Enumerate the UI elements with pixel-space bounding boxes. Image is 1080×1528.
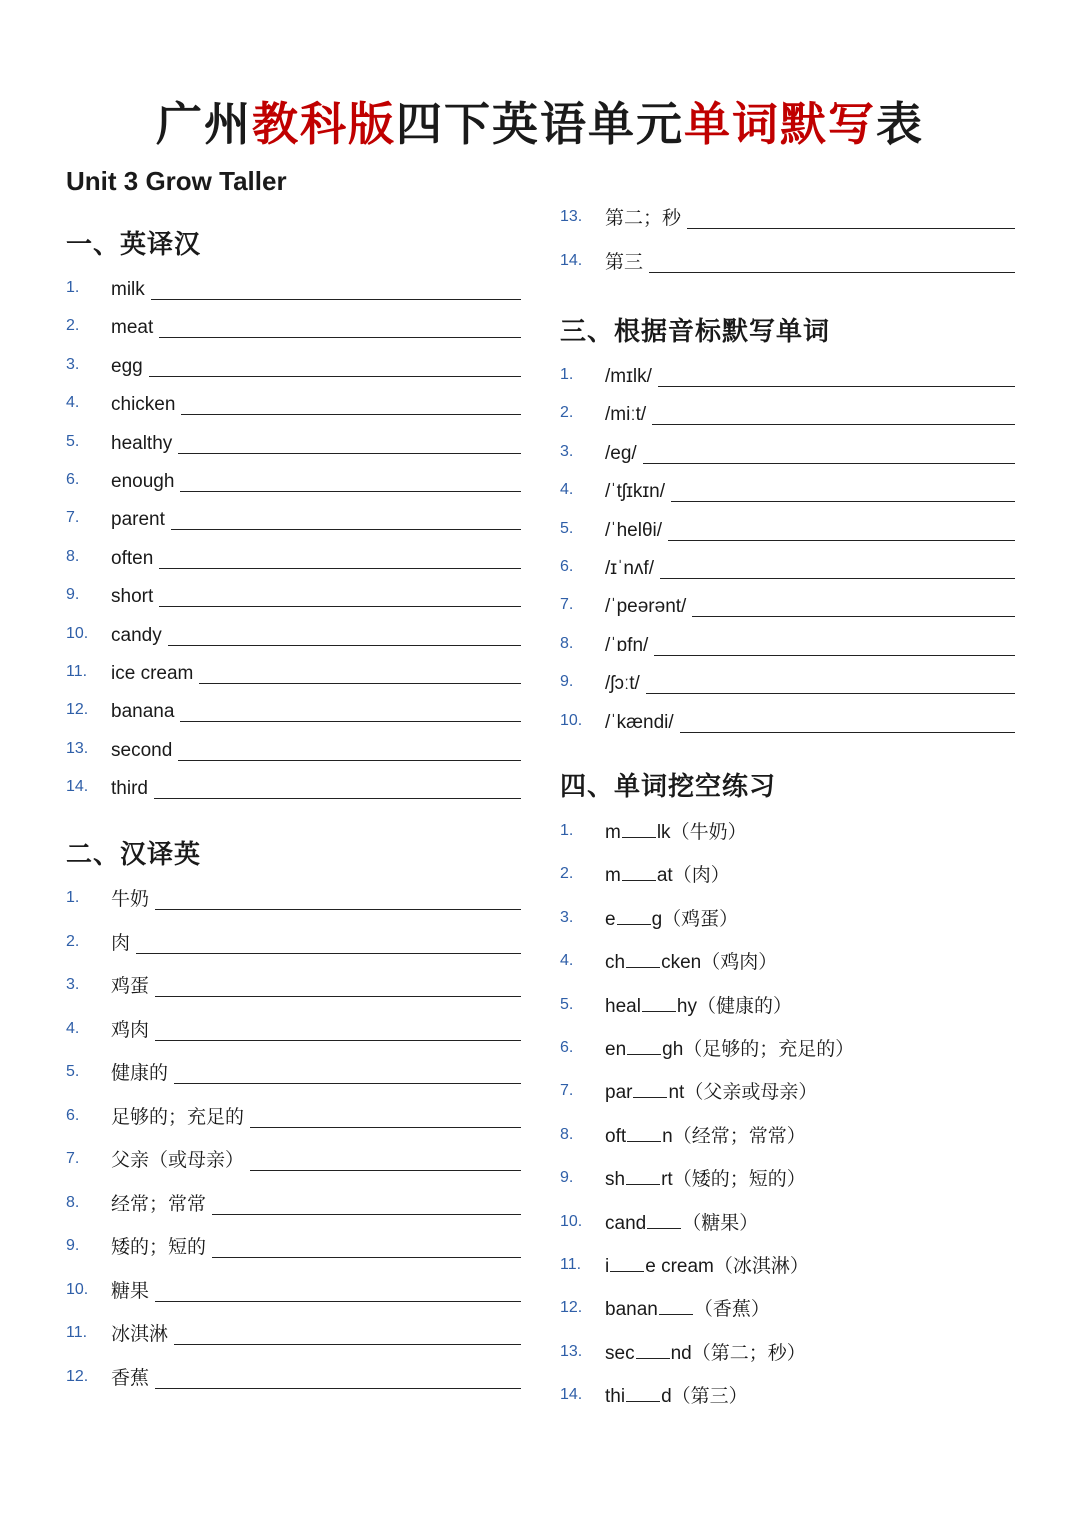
list-item bbox=[66, 973, 521, 1003]
section-heading-cn-to-en: 二、汉译英 bbox=[66, 840, 202, 870]
answer-line[interactable] bbox=[643, 463, 1015, 464]
item-prompt: ice cream bbox=[111, 663, 194, 684]
answer-line[interactable] bbox=[149, 376, 521, 377]
item-prompt: third bbox=[111, 778, 148, 800]
word-suffix: g bbox=[651, 908, 663, 930]
answer-line[interactable] bbox=[652, 424, 1015, 425]
list-item bbox=[560, 1166, 1015, 1196]
item-number: 12. bbox=[66, 1367, 89, 1385]
item-number: 5. bbox=[66, 432, 80, 450]
chinese-hint: （经常；常常） bbox=[672, 1125, 806, 1147]
item-prompt: chicken bbox=[111, 394, 176, 416]
list-item bbox=[66, 660, 521, 690]
answer-line[interactable] bbox=[181, 414, 521, 415]
word-suffix: hy bbox=[676, 995, 697, 1017]
answer-line[interactable] bbox=[154, 798, 521, 799]
item-number: 7. bbox=[560, 596, 574, 614]
item-number: 5. bbox=[66, 1063, 80, 1080]
list-item bbox=[66, 1234, 521, 1264]
list-item bbox=[560, 1123, 1015, 1153]
item-prompt: healthy bbox=[111, 432, 173, 454]
item-prompt: milk bbox=[111, 279, 145, 300]
item-prompt: banana bbox=[111, 701, 175, 723]
item-number: 10. bbox=[66, 624, 89, 642]
item-prompt: /ˈkændi/ bbox=[605, 711, 674, 733]
item-number: 6. bbox=[66, 1106, 80, 1124]
answer-line[interactable] bbox=[151, 299, 521, 300]
list-item bbox=[66, 775, 521, 805]
item-prompt bbox=[605, 993, 792, 1021]
item-number: 9. bbox=[560, 1169, 574, 1187]
list-item bbox=[560, 1253, 1015, 1283]
section-heading-phonetic: 三、根据音标默写单词 bbox=[560, 317, 831, 347]
item-prompt bbox=[605, 1036, 854, 1064]
item-number: 14. bbox=[66, 778, 89, 796]
item-prompt bbox=[605, 1383, 748, 1411]
item-number: 7. bbox=[560, 1082, 574, 1100]
word-suffix: rt bbox=[661, 1169, 673, 1191]
item-prompt: /eg/ bbox=[605, 442, 637, 464]
list-item bbox=[560, 862, 1015, 892]
answer-line[interactable] bbox=[178, 760, 521, 761]
item-number: 7. bbox=[66, 509, 80, 527]
chinese-hint: （肉） bbox=[672, 865, 730, 887]
list-item bbox=[66, 506, 521, 536]
list-item bbox=[66, 1147, 521, 1177]
word-suffix: nt bbox=[668, 1082, 685, 1104]
list-item bbox=[560, 1296, 1015, 1326]
letter-blank[interactable] bbox=[627, 1036, 661, 1055]
item-prompt: /ɪˈnʌf/ bbox=[605, 558, 654, 579]
item-number: 8. bbox=[66, 1193, 80, 1211]
item-prompt: 矮的；短的 bbox=[111, 1237, 207, 1258]
answer-line[interactable] bbox=[159, 337, 521, 338]
chinese-hint: （冰淇淋） bbox=[713, 1256, 809, 1277]
item-number: 3. bbox=[66, 976, 80, 993]
list-item bbox=[560, 401, 1015, 431]
list-item bbox=[560, 440, 1015, 470]
item-number: 7. bbox=[66, 1150, 80, 1167]
list-item bbox=[66, 1278, 521, 1308]
word-suffix: gh bbox=[662, 1039, 684, 1060]
item-number: 5. bbox=[560, 519, 574, 537]
section-heading-en-to-cn: 一、英译汉 bbox=[66, 230, 202, 260]
list-item bbox=[560, 1079, 1015, 1109]
item-prompt bbox=[605, 1253, 809, 1281]
chinese-hint: （父亲或母亲） bbox=[684, 1082, 818, 1104]
answer-line[interactable] bbox=[671, 501, 1015, 502]
item-number: 11. bbox=[66, 663, 88, 680]
list-item bbox=[560, 632, 1015, 662]
title-part-3: 四下英语单元 bbox=[396, 97, 684, 151]
word-suffix: lk bbox=[656, 822, 671, 843]
word-prefix: en bbox=[605, 1039, 627, 1060]
page-title bbox=[0, 88, 1080, 154]
word-prefix: oft bbox=[605, 1125, 627, 1147]
word-prefix: sh bbox=[605, 1169, 626, 1191]
item-number: 2. bbox=[66, 317, 80, 335]
item-number: 8. bbox=[66, 547, 80, 565]
item-prompt bbox=[605, 862, 730, 890]
letter-blank[interactable] bbox=[659, 1296, 693, 1315]
word-suffix: d bbox=[661, 1386, 672, 1408]
item-number: 6. bbox=[560, 1039, 574, 1056]
list-item bbox=[66, 583, 521, 613]
word-prefix: i bbox=[605, 1256, 610, 1277]
item-prompt: /ˈhelθi/ bbox=[605, 519, 663, 541]
answer-line[interactable] bbox=[178, 453, 521, 454]
chinese-hint: （香蕉） bbox=[693, 1299, 770, 1321]
list-item bbox=[560, 1383, 1015, 1413]
chinese-hint: （糖果） bbox=[682, 1212, 759, 1234]
item-number: 14. bbox=[560, 1386, 583, 1404]
item-number: 4. bbox=[560, 952, 574, 970]
item-number: 1. bbox=[560, 366, 574, 383]
answer-line[interactable] bbox=[660, 578, 1015, 579]
list-item bbox=[560, 593, 1015, 623]
item-number: 2. bbox=[66, 932, 80, 950]
item-number: 1. bbox=[66, 279, 80, 296]
item-number: 12. bbox=[66, 701, 89, 719]
item-prompt: meat bbox=[111, 317, 154, 339]
item-number: 1. bbox=[66, 889, 80, 906]
answer-line[interactable] bbox=[250, 1127, 521, 1128]
item-number: 4. bbox=[560, 481, 574, 499]
answer-line[interactable] bbox=[174, 1344, 521, 1345]
answer-line[interactable] bbox=[250, 1170, 521, 1171]
item-prompt bbox=[605, 1296, 770, 1324]
word-prefix: m bbox=[605, 865, 621, 887]
item-prompt: 糖果 bbox=[111, 1280, 150, 1302]
list-item bbox=[560, 906, 1015, 936]
answer-line[interactable] bbox=[136, 953, 521, 954]
word-prefix: banan bbox=[605, 1299, 658, 1321]
item-prompt: /ˈɒfn/ bbox=[605, 634, 649, 656]
item-prompt: 健康的 bbox=[111, 1063, 169, 1084]
item-number: 12. bbox=[560, 1299, 583, 1317]
word-prefix: cand bbox=[605, 1212, 647, 1234]
item-prompt: often bbox=[111, 547, 154, 569]
item-prompt: /miːt/ bbox=[605, 404, 647, 426]
item-number: 3. bbox=[66, 355, 80, 373]
list-item bbox=[560, 205, 1015, 235]
answer-line[interactable] bbox=[654, 655, 1015, 656]
answer-line[interactable] bbox=[687, 228, 1015, 229]
word-prefix: e bbox=[605, 908, 616, 930]
list-item bbox=[560, 1036, 1015, 1066]
list-item bbox=[66, 1365, 521, 1395]
word-suffix: e cream bbox=[645, 1256, 714, 1277]
word-suffix: cken bbox=[661, 952, 702, 974]
letter-blank[interactable] bbox=[626, 1166, 660, 1185]
item-number: 3. bbox=[560, 908, 574, 926]
list-item bbox=[66, 314, 521, 344]
answer-line[interactable] bbox=[159, 568, 521, 569]
word-prefix: heal bbox=[605, 995, 641, 1017]
item-prompt: 冰淇淋 bbox=[111, 1324, 169, 1345]
chinese-hint: （足够的；充足的） bbox=[683, 1039, 855, 1060]
list-item bbox=[560, 517, 1015, 547]
item-number: 10. bbox=[560, 711, 583, 729]
title-part-2: 教科版 bbox=[252, 97, 396, 151]
item-prompt: short bbox=[111, 586, 154, 608]
item-prompt: egg bbox=[111, 355, 143, 377]
list-item bbox=[560, 555, 1015, 585]
item-prompt: 父亲（或母亲） bbox=[111, 1150, 245, 1171]
answer-line[interactable] bbox=[155, 996, 521, 997]
item-prompt: 第二；秒 bbox=[605, 208, 682, 229]
list-item bbox=[66, 1017, 521, 1047]
item-prompt bbox=[605, 1340, 806, 1368]
list-item bbox=[66, 545, 521, 575]
item-number: 10. bbox=[66, 1280, 89, 1298]
chinese-hint: （鸡肉） bbox=[701, 952, 778, 974]
item-number: 4. bbox=[66, 394, 80, 412]
list-item bbox=[66, 430, 521, 460]
item-number: 5. bbox=[560, 995, 574, 1013]
list-item bbox=[66, 353, 521, 383]
item-prompt: second bbox=[111, 739, 173, 761]
letter-blank[interactable] bbox=[627, 1123, 661, 1142]
chinese-hint: （第二；秒） bbox=[691, 1342, 806, 1364]
answer-line[interactable] bbox=[658, 386, 1015, 387]
item-prompt: enough bbox=[111, 471, 175, 492]
list-item bbox=[560, 819, 1015, 849]
word-suffix: nd bbox=[670, 1342, 692, 1364]
list-item bbox=[560, 363, 1015, 393]
item-prompt: parent bbox=[111, 509, 165, 531]
item-number: 9. bbox=[66, 1237, 80, 1254]
item-prompt: /ˈpeərənt/ bbox=[605, 596, 687, 618]
chinese-hint: （鸡蛋） bbox=[662, 908, 739, 930]
title-part-5: 表 bbox=[876, 97, 924, 151]
answer-line[interactable] bbox=[155, 909, 521, 910]
answer-line[interactable] bbox=[155, 1040, 521, 1041]
title-part-1: 广州 bbox=[156, 97, 252, 151]
answer-line[interactable] bbox=[668, 540, 1015, 541]
list-item bbox=[66, 276, 521, 306]
answer-line[interactable] bbox=[212, 1257, 521, 1258]
item-prompt bbox=[605, 1210, 758, 1238]
word-suffix: n bbox=[662, 1125, 673, 1147]
answer-line[interactable] bbox=[180, 721, 521, 722]
item-number: 8. bbox=[560, 1125, 574, 1143]
list-item bbox=[560, 949, 1015, 979]
list-item bbox=[66, 1104, 521, 1134]
item-prompt: 鸡肉 bbox=[111, 1019, 150, 1041]
item-number: 11. bbox=[66, 1324, 88, 1341]
word-prefix: thi bbox=[605, 1386, 626, 1408]
list-item bbox=[66, 886, 521, 916]
item-prompt bbox=[605, 1166, 806, 1194]
list-item bbox=[66, 930, 521, 960]
list-item bbox=[560, 709, 1015, 739]
chinese-hint: （健康的） bbox=[697, 995, 793, 1017]
item-prompt: 香蕉 bbox=[111, 1367, 150, 1389]
item-number: 13. bbox=[66, 739, 89, 757]
list-item bbox=[560, 1340, 1015, 1370]
item-prompt bbox=[605, 1079, 817, 1107]
letter-blank[interactable] bbox=[636, 1340, 670, 1359]
list-item bbox=[560, 1210, 1015, 1240]
word-prefix: ch bbox=[605, 952, 626, 974]
list-item bbox=[66, 468, 521, 498]
item-prompt: /mɪlk/ bbox=[605, 366, 652, 387]
unit-title: Unit 3 Grow Taller bbox=[66, 166, 287, 196]
item-prompt: 第三 bbox=[605, 252, 644, 273]
title-part-4: 单词默写 bbox=[684, 97, 876, 151]
word-prefix: m bbox=[605, 822, 621, 843]
item-prompt: /ʃɔːt/ bbox=[605, 673, 640, 695]
item-prompt bbox=[605, 1123, 806, 1151]
answer-line[interactable] bbox=[199, 683, 521, 684]
item-number: 9. bbox=[560, 673, 574, 691]
list-item bbox=[560, 249, 1015, 279]
item-number: 1. bbox=[560, 822, 574, 839]
item-number: 6. bbox=[560, 558, 574, 575]
list-item bbox=[66, 1191, 521, 1221]
word-prefix: par bbox=[605, 1082, 633, 1104]
item-prompt: 足够的；充足的 bbox=[111, 1106, 245, 1128]
word-prefix: sec bbox=[605, 1342, 635, 1364]
answer-line[interactable] bbox=[646, 693, 1015, 694]
list-item bbox=[560, 478, 1015, 508]
item-prompt bbox=[605, 906, 738, 934]
letter-blank[interactable] bbox=[642, 993, 676, 1012]
letter-blank[interactable] bbox=[617, 906, 651, 925]
word-suffix: at bbox=[656, 865, 673, 887]
list-item bbox=[66, 1321, 521, 1351]
item-number: 14. bbox=[560, 252, 583, 269]
answer-line[interactable] bbox=[692, 616, 1015, 617]
letter-blank[interactable] bbox=[622, 862, 656, 881]
chinese-hint: （第三） bbox=[671, 1386, 748, 1408]
item-prompt: 牛奶 bbox=[111, 889, 150, 910]
chinese-hint: （矮的；短的） bbox=[672, 1169, 806, 1191]
letter-blank[interactable] bbox=[622, 819, 656, 838]
item-prompt bbox=[605, 949, 777, 977]
letter-blank[interactable] bbox=[647, 1210, 681, 1229]
item-prompt: /ˈtʃɪkɪn/ bbox=[605, 481, 665, 503]
item-number: 8. bbox=[560, 634, 574, 652]
item-number: 6. bbox=[66, 471, 80, 488]
list-item bbox=[560, 993, 1015, 1023]
answer-line[interactable] bbox=[180, 491, 521, 492]
answer-line[interactable] bbox=[649, 272, 1015, 273]
item-number: 10. bbox=[560, 1212, 583, 1230]
list-item bbox=[66, 698, 521, 728]
item-prompt: 经常；常常 bbox=[111, 1193, 207, 1215]
chinese-hint: （牛奶） bbox=[670, 822, 747, 843]
letter-blank[interactable] bbox=[626, 1383, 660, 1402]
item-number: 3. bbox=[560, 442, 574, 460]
item-number: 13. bbox=[560, 1342, 583, 1360]
item-prompt: 鸡蛋 bbox=[111, 976, 150, 997]
list-item bbox=[66, 737, 521, 767]
list-item bbox=[560, 670, 1015, 700]
list-item bbox=[66, 622, 521, 652]
answer-line[interactable] bbox=[680, 732, 1015, 733]
answer-line[interactable] bbox=[155, 1388, 521, 1389]
list-item bbox=[66, 1060, 521, 1090]
answer-line[interactable] bbox=[159, 606, 521, 607]
answer-line[interactable] bbox=[171, 529, 521, 530]
item-number: 9. bbox=[66, 586, 80, 604]
item-prompt: 肉 bbox=[111, 932, 131, 954]
letter-blank[interactable] bbox=[633, 1079, 667, 1098]
answer-line[interactable] bbox=[212, 1214, 521, 1215]
item-number: 11. bbox=[560, 1256, 582, 1273]
section-heading-fill-blank: 四、单词挖空练习 bbox=[560, 772, 777, 802]
item-number: 2. bbox=[560, 404, 574, 422]
list-item bbox=[66, 391, 521, 421]
letter-blank[interactable] bbox=[610, 1253, 644, 1272]
item-number: 2. bbox=[560, 865, 574, 883]
answer-line[interactable] bbox=[168, 645, 521, 646]
item-number: 4. bbox=[66, 1019, 80, 1037]
letter-blank[interactable] bbox=[626, 949, 660, 968]
item-prompt bbox=[605, 819, 747, 847]
answer-line[interactable] bbox=[174, 1083, 521, 1084]
item-number: 13. bbox=[560, 208, 583, 225]
item-prompt: candy bbox=[111, 624, 162, 646]
answer-line[interactable] bbox=[155, 1301, 521, 1302]
